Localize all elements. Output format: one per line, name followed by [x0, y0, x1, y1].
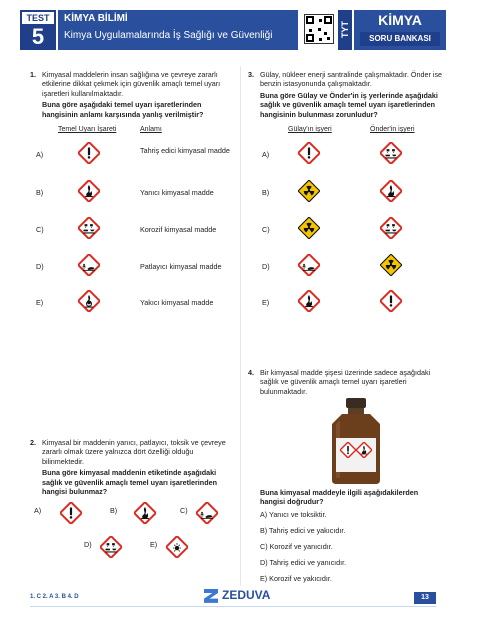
answer-option[interactable]: C) Korozif ve yanıcıdır. — [260, 542, 333, 551]
option-letter[interactable]: D) — [262, 262, 270, 271]
question-number: 4. — [248, 368, 254, 377]
subject-title: KİMYA BİLİMİ — [64, 13, 128, 24]
option-letter[interactable]: D) — [36, 262, 44, 271]
question-prompt: Buna kimyasal maddeyle ilgili aşağıdakilerden hangisi doğrudur? — [260, 488, 419, 507]
question-text: Gülay, nükleer enerji santralinde çalışmaktadır. Önder ise benzin istasyonunda çalışmaktadır. — [260, 70, 443, 89]
exam-label: TYT — [338, 10, 352, 50]
exclamation-icon — [298, 142, 320, 164]
flame-icon — [134, 502, 156, 524]
radiation-icon — [380, 254, 402, 276]
page-footer — [0, 590, 480, 610]
option-letter[interactable]: A) — [34, 506, 42, 515]
option-letter[interactable]: E) — [262, 298, 270, 307]
logo-text: ZEDUVA — [222, 588, 271, 602]
environment-icon — [298, 254, 320, 276]
corrosive-icon — [78, 217, 100, 239]
qr-code-icon — [304, 14, 334, 44]
test-label: TEST — [26, 13, 50, 23]
answer-option[interactable]: E) Korozif ve yakıcıdır. — [260, 574, 332, 583]
question-4 — [248, 368, 448, 398]
test-number: 5 — [22, 24, 54, 50]
option-letter[interactable]: E) — [36, 298, 44, 307]
column-header-gulay: Gülay'ın işyeri — [288, 126, 332, 133]
option-letter[interactable]: B) — [110, 506, 118, 515]
brand-subtitle: SORU BANKASI — [360, 32, 440, 46]
question-3 — [248, 70, 448, 130]
option-letter[interactable]: C) — [36, 225, 44, 234]
corrosive-icon — [380, 217, 402, 239]
exclamation-icon — [380, 290, 402, 312]
test-number-box — [20, 10, 56, 50]
option-meaning: Yanıcı kimyasal madde — [140, 188, 214, 197]
flame-icon — [380, 180, 402, 202]
environment-icon — [78, 254, 100, 276]
option-letter[interactable]: C) — [180, 506, 188, 515]
column-header-sign: Temel Uyarı İşareti — [58, 126, 117, 133]
corrosive-icon — [380, 142, 402, 164]
radiation-icon — [298, 180, 320, 202]
radiation-icon — [298, 217, 320, 239]
option-meaning: Tahriş edici kimyasal madde — [140, 146, 230, 155]
flame-icon — [78, 180, 100, 202]
answer-option[interactable]: A) Yanıcı ve toksiktir. — [260, 510, 327, 519]
option-meaning: Yakıcı kimyasal madde — [140, 298, 214, 307]
brand-title: KİMYA — [378, 12, 422, 28]
exclamation-icon — [78, 142, 100, 164]
question-2 — [30, 438, 235, 504]
answer-option[interactable]: B) Tahriş edici ve yakıcıdır. — [260, 526, 346, 535]
question-prompt: Buna göre Gülay ve Önder'in iş yerlerinde aşağıdaki sağlık ve güvenlik amaçlı temel uyarı işaretlerinden hangisinin bulunması zorunludur? — [260, 90, 438, 119]
explosive-icon — [166, 536, 188, 558]
page-header — [0, 0, 480, 58]
question-number: 1. — [30, 70, 36, 79]
column-header-onder: Önder'in işyeri — [370, 126, 415, 133]
question-number: 3. — [248, 70, 254, 79]
exclamation-icon — [60, 502, 82, 524]
option-letter[interactable]: D) — [84, 540, 92, 549]
option-meaning: Patlayıcı kimyasal madde — [140, 262, 222, 271]
option-letter[interactable]: B) — [262, 188, 270, 197]
question-text: Kimyasal bir maddenin yanıcı, patlayıcı, toksik ve çevreye zararlı olmak üzere yalnızca dört özelliği olduğu bilinmektedir. — [42, 438, 226, 466]
column-divider — [240, 66, 241, 586]
question-1 — [30, 70, 230, 130]
publisher-logo — [204, 588, 270, 603]
page-number: 13 — [414, 592, 436, 604]
zeduva-logo-icon — [204, 589, 218, 603]
oxidizer-icon — [78, 290, 100, 312]
question-prompt: Buna göre aşağıdaki temel uyarı işaretlerinden hangisinin anlamı karşısında yanlış verilmiştir? — [42, 100, 204, 119]
answer-key: 1. C 2. A 3. B 4. D — [30, 594, 79, 600]
option-letter[interactable]: B) — [36, 188, 44, 197]
option-letter[interactable]: A) — [262, 150, 270, 159]
environment-icon — [196, 502, 218, 524]
chemical-bottle-image — [322, 398, 390, 484]
option-letter[interactable]: C) — [262, 225, 270, 234]
topic-title: Kimya Uygulamalarında İş Sağlığı ve Güvenliği — [64, 30, 273, 41]
book-brand — [354, 10, 446, 50]
question-text: Bir kimyasal madde şişesi üzerinde sadece aşağıdaki sağlık ve güvenlik amaçlı temel uyarı işaretleri bulunmaktadır. — [260, 368, 431, 396]
title-band — [58, 10, 298, 50]
footer-rule — [30, 606, 436, 607]
question-prompt: Buna göre kimyasal maddenin etiketinde aşağıdaki sağlık ve güvenlik amaçlı temel uyarı işaretlerinden hangisi bulunmaz? — [42, 468, 217, 497]
question-4-prompt — [260, 488, 445, 507]
corrosive-icon — [100, 536, 122, 558]
option-letter[interactable]: A) — [36, 150, 44, 159]
answer-option[interactable]: D) Tahriş edici ve yanıcıdır. — [260, 558, 347, 567]
column-header-meaning: Anlamı — [140, 126, 162, 133]
option-meaning: Korozif kimyasal madde — [140, 225, 217, 234]
option-letter[interactable]: E) — [150, 540, 158, 549]
question-text: Kimyasal maddelerin insan sağlığına ve çevreye zararlı etkilerine dikkat çekmek için güvenlik amaçlı temel uyarı işaretleri kullanılmaktadır. — [42, 70, 221, 98]
question-number: 2. — [30, 438, 36, 447]
flame-icon — [298, 290, 320, 312]
